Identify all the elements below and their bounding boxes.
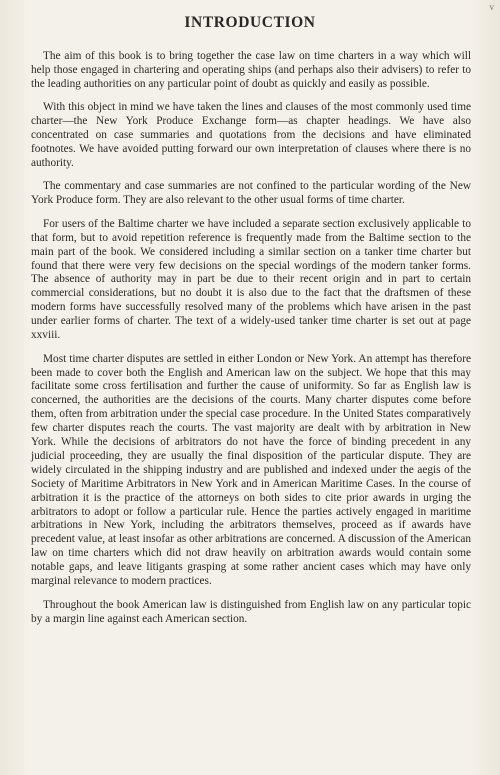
paragraph-baltime: For users of the Baltime charter we have included a separate section exclusively applicable to that form, but to avoid repetition reference is frequently made from the Baltime section to the main part of the book. We considered including a similar section on a tanker time charter but found that there were very few decisions on the special wordings of the modern tanker forms. The absence of authority may in part be due to their recent origin and in part to certain commercial considerations, but no doubt it is also due to the fact that the draftsmen of these modern forms have successfully resolved many of the problems which have arisen in the past under earlier forms of charter. The text of a widely-used tanker time charter is set out at page xxviii. [31, 217, 471, 342]
paragraph-american-law: Throughout the book American law is distinguished from English law on any particular topic by a margin line against each American section. [31, 598, 471, 625]
paragraph-disputes: Most time charter disputes are settled in either London or New York. An attempt has therefore been made to cover both the English and American law on the subject. We hope that this may facilitate some cross fertilisation and further the cause of uniformity. So far as English law is concerned, the authorities are the decisions of the courts. Many charter disputes come before them, often from arbitration under the special case procedure. In the United States comparatively few charter disputes reach the courts. The vast majority are dealt with by arbitration in New York. While the decisions of arbitrators do not have the force of binding precedent in any judicial proceeding, they are usually the final disposition of the particular dispute. They are widely circulated in the shipping industry and are published and indexed under the aegis of the Society of Maritime Arbitrators in New York and in American Maritime Cases. In the course of arbitration it is the practice of the attorneys on both sides to cite prior awards in urging the arbitrators to adopt or follow a particular rule. Hence the parties actively engaged in maritime arbitrations in New York, including the arbitrators themselves, proceed as if awards have precedent value, at least insofar as other arbitrations are concerned. A discussion of the American law on time charters which did not draw heavily on arbitration awards would contain some notable gaps, and leave litigants grasping at some rather ancient cases which may have only marginal relevance to modern practices. [31, 352, 471, 588]
page-corner-mark: v [489, 2, 494, 12]
paragraph-object: With this object in mind we have taken the lines and clauses of the most commonly used time charter—the New York Produce Exchange form—as chapter headings. We have also concentrated on case summaries and quotations from the decisions and have eliminated footnotes. We have avoided putting forward our own interpretation of clauses where there is no authority. [31, 101, 471, 169]
paragraph-aim: The aim of this book is to bring together the case law on time charters in a way which will help those engaged in chartering and operating ships (and perhaps also their advisers) to refer to the leading authorities on any particular point of doubt as quickly and easily as possible. [31, 50, 471, 90]
paragraph-commentary: The commentary and case summaries are not confined to the particular wording of the New York Produce form. They are also relevant to the other usual forms of time charter. [31, 180, 471, 207]
introduction-body [31, 50, 471, 636]
page-title: INTRODUCTION [184, 14, 316, 31]
